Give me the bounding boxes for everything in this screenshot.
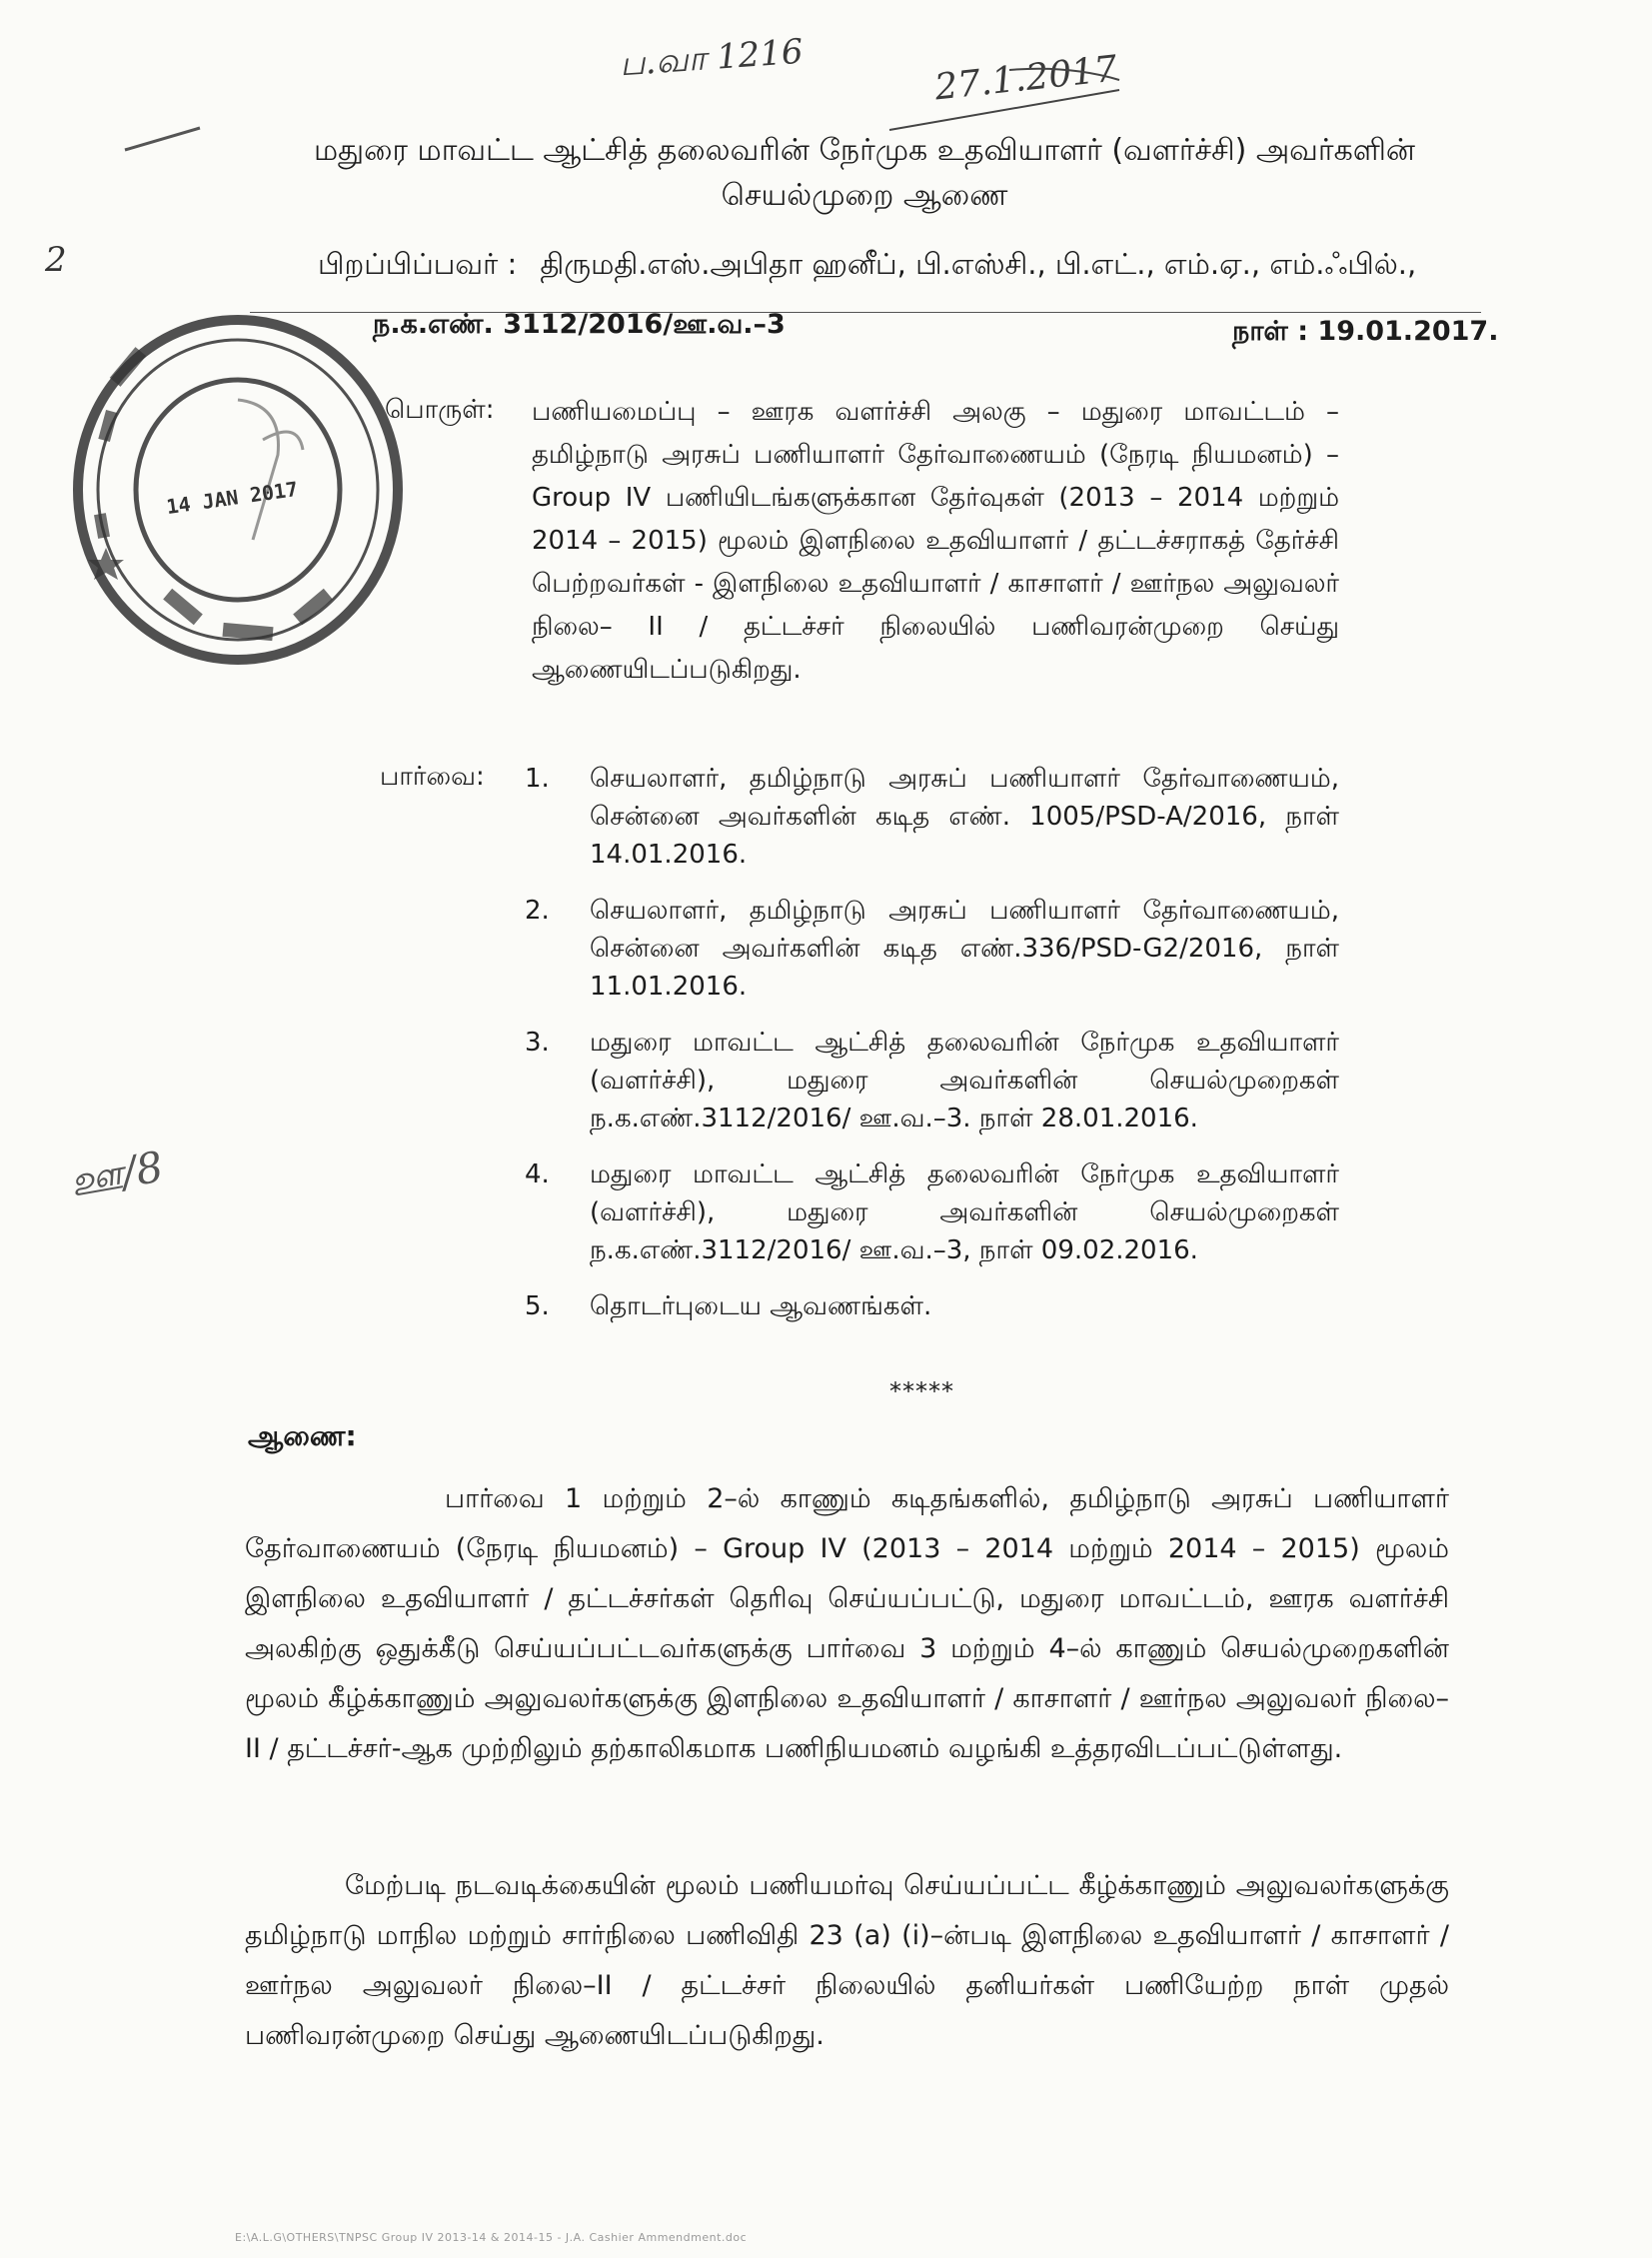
order-title-line2: செயல்முறை ஆணை: [721, 178, 1008, 213]
date-value: 19.01.2017.: [1317, 316, 1499, 347]
reference-number: ந.க.எண். 3112/2016/ஊ.வ.–3: [373, 309, 786, 340]
margin-scribble: ஊ/8: [65, 1141, 167, 1206]
office-seal: [48, 290, 428, 690]
issuer-name: திருமதி.எஸ்.அபிதா ஹனீப், பி.எஸ்சி., பி.எட்., எம்.ஏ., எம்.ஃபில்.,: [540, 247, 1417, 281]
order-paragraph-1: பார்வை 1 மற்றும் 2–ல் காணும் கடிதங்களில், தமிழ்நாடு அரசுப் பணியாளர் தேர்வாணையம் (நேரடி நியமனம்) – Group IV (2013 – 2014 மற்றும் 2014 – 2015) மூலம் இளநிலை உதவியாளர் / தட்டச்சர்கள் தெரிவு செய்யப்பட்டு, மதுரை மாவட்டம், ஊரக வளர்ச்சி அலகிற்கு ஒதுக்கீடு செய்யப்பட்டவர்களுக்கு பார்வை 3 மற்றும் 4–ல் காணும் செயல்முறைகளின் மூலம் கீழ்க்காணும் அலுவலர்களுக்கு இளநிலை உதவியாளர் / காசாளர் / ஊர்நல அலுவலர் நிலை–II / தட்டச்சர்-ஆக முற்றிலும் தற்காலிகமாக பணிநியமனம் வழங்கி உத்தரவிடப்பட்டுள்ளது.: [245, 1483, 1449, 1764]
reference-item: 4. மதுரை மாவட்ட ஆட்சித் தலைவரின் நேர்முக உதவியாளர் (வளர்ச்சி), மதுரை அவர்களின் செயல்முறைகள் ந.க.எண்.3112/2016/ ஊ.வ.–3, நாள் 09.02.2016.: [525, 1159, 1339, 1265]
section-separator: *****: [889, 1377, 954, 1405]
reference-item: 2. செயலாளர், தமிழ்நாடு அரசுப் பணியாளர் தேர்வாணையம், சென்னை அவர்களின் கடித எண்.336/PSD-G2/2016, நாள் 11.01.2016.: [525, 896, 1339, 1002]
subject-label: பொருள்:: [385, 395, 495, 425]
references-label: பார்வை:: [380, 762, 485, 792]
file-path-footer: E:\A.L.G\OTHERS\TNPSC Group IV 2013-14 & 2014-15 - J.A. Cashier Ammendment.doc: [235, 2231, 748, 2244]
handwritten-inward-number: ப.வா 1216: [618, 31, 805, 85]
reference-item: 5. தொடர்புடைய ஆவணங்கள்.: [525, 1291, 932, 1321]
issuer-line: [318, 247, 1416, 285]
date-label: நாள் :: [1232, 316, 1308, 347]
order-title-line1: மதுரை மாவட்ட ஆட்சித் தலைவரின் நேர்முக உதவியாளர் (வளர்ச்சி) அவர்களின்: [313, 133, 1416, 168]
handwritten-date: 27.1.2017: [932, 48, 1119, 109]
margin-mark: 2: [45, 240, 67, 280]
order-heading: ஆணை:: [248, 1419, 357, 1452]
references-list: [525, 760, 1339, 1343]
order-date: [1232, 316, 1498, 351]
subject-text: பணியமைப்பு – ஊரக வளர்ச்சி அலகு – மதுரை மாவட்டம் – தமிழ்நாடு அரசுப் பணியாளர் தேர்வாணையம் (நேரடி நியமனம்) – Group IV பணியிடங்களுக்கான தேர்வுகள் (2013 – 2014 மற்றும் 2014 – 2015) மூலம் இளநிலை உதவியாளர் / தட்டச்சராகத் தேர்ச்சி பெற்றவர்கள் - இளநிலை உதவியாளர் / காசாளர் / ஊர்நல அலுவலர் நிலை– II / தட்டச்சர் நிலையில் பணிவரன்முறை செய்து ஆணையிடப்படுகிறது.: [532, 397, 1339, 685]
issuer-label: பிறப்பிப்பவர் :: [318, 247, 518, 281]
reference-item: 3. மதுரை மாவட்ட ஆட்சித் தலைவரின் நேர்முக உதவியாளர் (வளர்ச்சி), மதுரை அவர்களின் செயல்முறைகள் ந.க.எண்.3112/2016/ ஊ.வ.–3. நாள் 28.01.2016.: [525, 1028, 1339, 1133]
order-paragraph-2: மேற்படி நடவடிக்கையின் மூலம் பணியமர்வு செய்யப்பட்ட கீழ்க்காணும் அலுவலர்களுக்கு தமிழ்நாடு மாநில மற்றும் சார்நிலை பணிவிதி 23 (a) (i)–ன்படி இளநிலை உதவியாளர் / காசாளர் / ஊர்நல அலுவலர் நிலை–II / தட்டச்சர் நிலையில் தனியர்கள் பணியேற்ற நாள் முதல் பணிவரன்முறை செய்து ஆணையிடப்படுகிறது.: [245, 1870, 1449, 2051]
seal-inward-date: 14 JAN 2017: [164, 476, 300, 520]
reference-item: 1. செயலாளர், தமிழ்நாடு அரசுப் பணியாளர் தேர்வாணையம், சென்னை அவர்களின் கடித எண். 1005/PSD-A/2016, நாள் 14.01.2016.: [525, 764, 1339, 870]
pen-stroke: [120, 120, 210, 160]
